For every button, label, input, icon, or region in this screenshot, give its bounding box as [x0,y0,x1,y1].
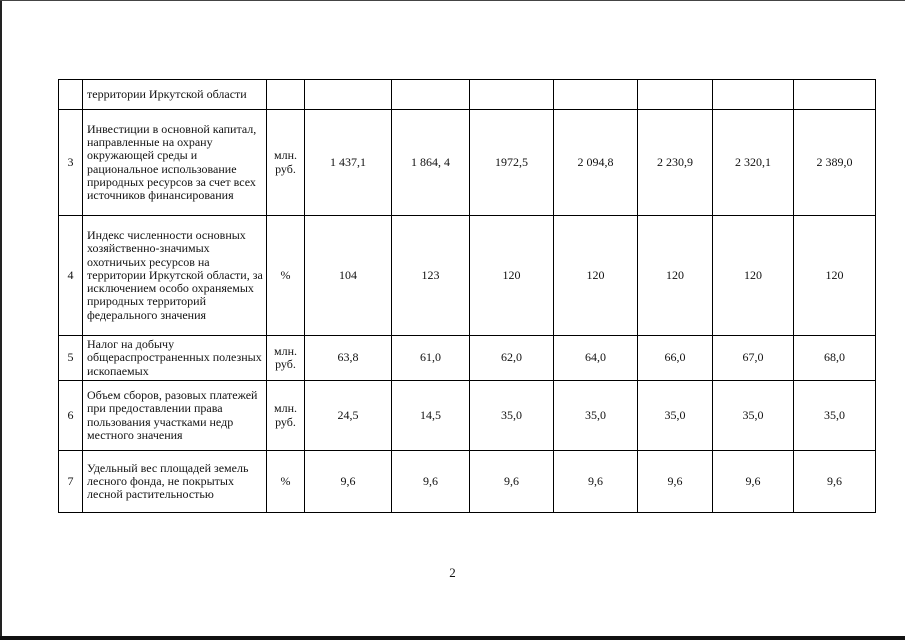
table-row [59,381,876,451]
row-number: 3 [59,110,83,216]
value-cell: 24,5 [305,381,392,451]
row-number: 4 [59,216,83,336]
value-cell: 9,6 [638,451,713,513]
value-cell: 2 389,0 [794,110,876,216]
value-cell: 9,6 [392,451,470,513]
value-cell: 2 320,1 [713,110,794,216]
value-cell: 35,0 [713,381,794,451]
value-cell: 61,0 [392,336,470,381]
table-row [59,451,876,513]
table-row [59,336,876,381]
value-cell: 35,0 [470,381,554,451]
value-cell: 67,0 [713,336,794,381]
page-number: 2 [449,565,456,580]
row-number [59,80,83,110]
value-cell: 9,6 [305,451,392,513]
indicator-name: Налог на добычу общераспространенных полезных ископаемых [83,336,267,381]
unit-cell: % [267,451,305,513]
value-cell: 64,0 [554,336,638,381]
value-cell: 9,6 [470,451,554,513]
table-row [59,80,876,110]
scan-top-edge [0,0,905,1]
value-cell: 2 230,9 [638,110,713,216]
value-cell: 9,6 [713,451,794,513]
value-cell: 35,0 [554,381,638,451]
value-cell: 66,0 [638,336,713,381]
unit-cell [267,80,305,110]
row-number: 6 [59,381,83,451]
value-cell [794,80,876,110]
value-cell: 14,5 [392,381,470,451]
table-row [59,110,876,216]
value-cell: 120 [794,216,876,336]
scan-bottom-edge [0,636,905,640]
value-cell [554,80,638,110]
value-cell: 120 [554,216,638,336]
value-cell: 123 [392,216,470,336]
unit-cell: млн. руб. [267,381,305,451]
value-cell: 9,6 [554,451,638,513]
value-cell: 63,8 [305,336,392,381]
row-number: 5 [59,336,83,381]
row-number: 7 [59,451,83,513]
indicator-name: Объем сборов, разовых платежей при предоставлении права пользования участками недр местного значения [83,381,267,451]
value-cell: 1 437,1 [305,110,392,216]
indicator-name: территории Иркутской области [83,80,267,110]
value-cell: 1972,5 [470,110,554,216]
value-cell: 120 [638,216,713,336]
value-cell: 2 094,8 [554,110,638,216]
indicator-name: Индекс численности основных хозяйственно-значимых охотничьих ресурсов на территории Иркутской области, за исключением особо охраняемых природных территорий федерального значения [83,216,267,336]
unit-cell: млн. руб. [267,336,305,381]
value-cell: 35,0 [638,381,713,451]
table-row [59,216,876,336]
value-cell: 120 [713,216,794,336]
value-cell [305,80,392,110]
value-cell: 1 864, 4 [392,110,470,216]
value-cell [638,80,713,110]
unit-cell: % [267,216,305,336]
indicator-name: Удельный вес площадей земель лесного фонда, не покрытых лесной растительностью [83,451,267,513]
value-cell [392,80,470,110]
value-cell: 120 [470,216,554,336]
value-cell: 9,6 [794,451,876,513]
value-cell [713,80,794,110]
value-cell: 35,0 [794,381,876,451]
value-cell: 62,0 [470,336,554,381]
value-cell: 68,0 [794,336,876,381]
indicators-table [58,79,876,513]
value-cell: 104 [305,216,392,336]
scan-left-edge [0,0,2,640]
unit-cell: млн. руб. [267,110,305,216]
value-cell [470,80,554,110]
indicator-name: Инвестиции в основной капитал, направленные на охрану окружающей среды и рациональное использование природных ресурсов за счет всех источников финансирования [83,110,267,216]
